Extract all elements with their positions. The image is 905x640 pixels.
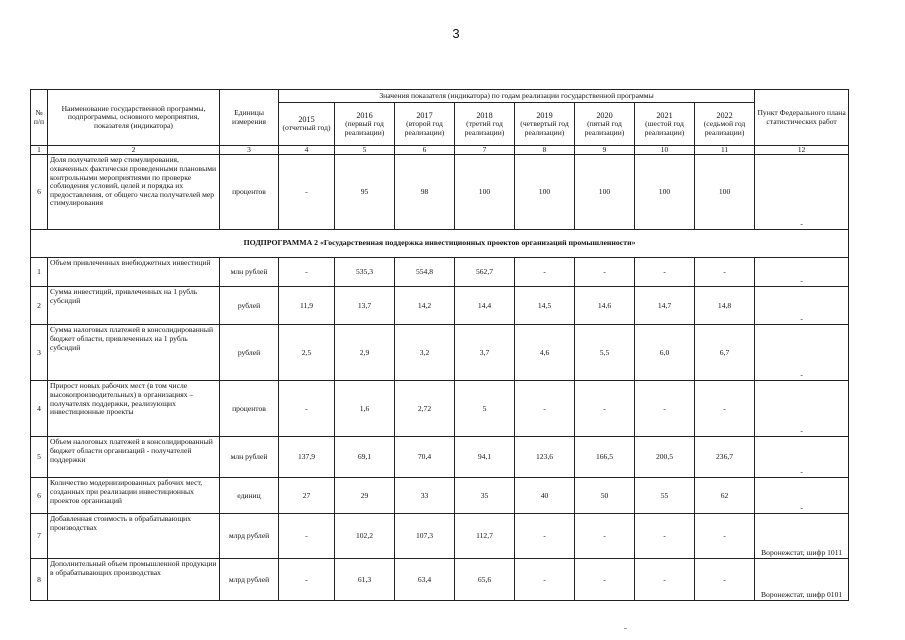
unit-cell: млрд рублей [220, 514, 279, 559]
value-cell: 14,4 [455, 287, 515, 325]
unit-cell: процентов [220, 155, 279, 230]
unit-cell: млрд рублей [220, 559, 279, 601]
indicator-name: Доля получателей мер стимулирования, охваченных фактически проведенными плановыми контрольными мероприятиями по проверке соблюдения условий, целей и порядка их предоставления, от общего числа получателей мер стимулирования [48, 155, 220, 230]
unit-cell: млн рублей [220, 258, 279, 287]
value-cell: 554,8 [395, 258, 455, 287]
value-cell: 50 [575, 478, 635, 514]
column-index: 12 [755, 146, 849, 155]
unit-cell: процентов [220, 381, 279, 437]
value-cell: - [635, 559, 695, 601]
value-cell: - [635, 514, 695, 559]
value-cell: 14,2 [395, 287, 455, 325]
row-number: 3 [31, 325, 48, 381]
value-cell: - [635, 381, 695, 437]
value-cell: 11,9 [279, 287, 335, 325]
value-cell: 14,6 [575, 287, 635, 325]
value-cell: 1,6 [335, 381, 395, 437]
header-year [335, 103, 395, 146]
value-cell: 14,8 [695, 287, 755, 325]
column-index: 10 [635, 146, 695, 155]
header-unit: Единицы измерения [220, 90, 279, 146]
value-cell: 27 [279, 478, 335, 514]
table-row [31, 381, 849, 437]
value-cell: - [575, 559, 635, 601]
table-row [31, 478, 849, 514]
value-cell: 100 [515, 155, 575, 230]
value-cell: 2,5 [279, 325, 335, 381]
indicator-name: Сумма налоговых платежей в консолидированный бюджет области, привлеченных на 1 рубль субсидий [48, 325, 220, 381]
value-cell: 137,9 [279, 437, 335, 478]
indicator-name: Прирост новых рабочих мест (в том числе высокопроизводительных) в организациях – получателях поддержки, реализующих инвестиционные проекты [48, 381, 220, 437]
value-cell: 5 [455, 381, 515, 437]
indicator-name: Дополнительный объем промышленной продукции в обрабатывающих производствах [48, 559, 220, 601]
header-year-label: (четвертый год реализации) [520, 119, 569, 137]
ref-cell: - [755, 155, 849, 230]
ref-cell: - [755, 478, 849, 514]
ref-cell: Воронежстат, шифр 1011 [755, 514, 849, 559]
indicator-name: Сумма инвестиций, привлеченных на 1 рубль субсидий [48, 287, 220, 325]
value-cell: - [279, 381, 335, 437]
value-cell: 29 [335, 478, 395, 514]
value-cell: 62 [695, 478, 755, 514]
value-cell: 40 [515, 478, 575, 514]
header-year-label: (шестой год реализации) [644, 119, 685, 137]
column-index: 5 [335, 146, 395, 155]
ref-cell: - [755, 258, 849, 287]
value-cell: - [515, 514, 575, 559]
unit-cell: рублей [220, 287, 279, 325]
value-cell: - [575, 258, 635, 287]
value-cell: - [515, 559, 575, 601]
header-year [575, 103, 635, 146]
row-number: 2 [31, 287, 48, 325]
row-number: 7 [31, 514, 48, 559]
table-row [31, 325, 849, 381]
unit-cell: рублей [220, 325, 279, 381]
page-number: 3 [452, 26, 460, 41]
column-index: 7 [455, 146, 515, 155]
header-year [279, 103, 335, 146]
header-year-label: (второй год реализации) [404, 119, 445, 137]
value-cell: 2,9 [335, 325, 395, 381]
row-number: 4 [31, 381, 48, 437]
value-cell: 63,4 [395, 559, 455, 601]
table-row [31, 258, 849, 287]
value-cell: 6,0 [635, 325, 695, 381]
header-year-number: 2020 [596, 110, 613, 120]
column-index: 1 [31, 146, 48, 155]
value-cell: 166,5 [575, 437, 635, 478]
value-cell: 14,7 [635, 287, 695, 325]
header-year-number: 2019 [536, 110, 553, 120]
value-cell: 14,5 [515, 287, 575, 325]
header-year-label: (первый год реализации) [344, 119, 385, 137]
value-cell: - [695, 381, 755, 437]
value-cell: 65,6 [455, 559, 515, 601]
value-cell: 100 [695, 155, 755, 230]
value-cell: - [515, 381, 575, 437]
ref-cell: - [755, 437, 849, 478]
header-year [395, 103, 455, 146]
value-cell: - [279, 155, 335, 230]
header-year [635, 103, 695, 146]
table-row [31, 514, 849, 559]
value-cell: 112,7 [455, 514, 515, 559]
value-cell: 100 [575, 155, 635, 230]
section-title: ПОДПРОГРАММА 2 «Государственная поддержка инвестиционных проектов организаций промышленности» [31, 230, 849, 258]
header-values-group: Значения показателя (индикатора) по годам реализации государственной программы [279, 90, 755, 103]
scan-mark [624, 628, 627, 629]
value-cell: 100 [635, 155, 695, 230]
table-header [31, 90, 849, 155]
header-year-label: (пятый год реализации) [584, 119, 625, 137]
value-cell: 236,7 [695, 437, 755, 478]
value-cell: 69,1 [335, 437, 395, 478]
column-index: 8 [515, 146, 575, 155]
value-cell: 98 [395, 155, 455, 230]
header-year-label: (седьмой год реализации) [703, 119, 746, 137]
value-cell: 95 [335, 155, 395, 230]
value-cell: 3,2 [395, 325, 455, 381]
value-cell: 94,1 [455, 437, 515, 478]
section-row [31, 230, 849, 258]
value-cell: 562,7 [455, 258, 515, 287]
header-ref: Пункт Федерального плана статистических работ [755, 90, 849, 146]
row-number: 5 [31, 437, 48, 478]
value-cell: 70,4 [395, 437, 455, 478]
ref-cell: Воронежстат, шифр 0101 [755, 559, 849, 601]
header-year-number: 2015 [298, 115, 315, 125]
value-cell: - [695, 559, 755, 601]
value-cell: 535,3 [335, 258, 395, 287]
value-cell: - [695, 258, 755, 287]
table-row [31, 437, 849, 478]
header-year-number: 2016 [356, 110, 373, 120]
value-cell: 55 [635, 478, 695, 514]
value-cell: 123,6 [515, 437, 575, 478]
value-cell: 4,6 [515, 325, 575, 381]
value-cell: 35 [455, 478, 515, 514]
header-year [515, 103, 575, 146]
row-number: 6 [31, 478, 48, 514]
header-num: № п/п [31, 90, 48, 146]
value-cell: 6,7 [695, 325, 755, 381]
value-cell: - [635, 258, 695, 287]
column-index: 3 [220, 146, 279, 155]
value-cell: 5,5 [575, 325, 635, 381]
indicators-table [30, 89, 849, 601]
value-cell: 102,2 [335, 514, 395, 559]
header-year-label: (третий год реализации) [464, 119, 505, 137]
value-cell: 3,7 [455, 325, 515, 381]
value-cell: 100 [455, 155, 515, 230]
ref-cell: - [755, 381, 849, 437]
value-cell: 2,72 [395, 381, 455, 437]
indicator-name: Количество модернизированных рабочих мест, созданных при реализации инвестиционных проектов организаций [48, 478, 220, 514]
table-row [31, 559, 849, 601]
ref-cell: - [755, 325, 849, 381]
table-body [31, 155, 849, 601]
header-name: Наименование государственной программы, подпрограммы, основного мероприятия, показателя (индикатора) [48, 90, 220, 146]
value-cell: - [279, 514, 335, 559]
value-cell: - [279, 559, 335, 601]
header-year-number: 2021 [656, 110, 673, 120]
header-year [455, 103, 515, 146]
header-year-number: 2018 [476, 110, 493, 120]
header-year-number: 2017 [416, 110, 433, 120]
table-row [31, 155, 849, 230]
row-number: 1 [31, 258, 48, 287]
value-cell: 107,3 [395, 514, 455, 559]
row-number: 8 [31, 559, 48, 601]
header-year-label: (отчетный год) [282, 123, 331, 133]
value-cell: 61,3 [335, 559, 395, 601]
indicator-name: Объем налоговых платежей в консолидированный бюджет области организаций - получателей поддержки [48, 437, 220, 478]
column-index: 2 [48, 146, 220, 155]
indicator-name: Добавленная стоимость в обрабатывающих производствах [48, 514, 220, 559]
row-number: 6 [31, 155, 48, 230]
value-cell: - [575, 514, 635, 559]
column-index: 11 [695, 146, 755, 155]
value-cell: - [575, 381, 635, 437]
column-index: 6 [395, 146, 455, 155]
header-year-number: 2022 [716, 110, 733, 120]
value-cell: - [279, 258, 335, 287]
unit-cell: единиц [220, 478, 279, 514]
column-index: 9 [575, 146, 635, 155]
ref-cell: - [755, 287, 849, 325]
indicator-name: Объем привлеченных внебюджетных инвестиций [48, 258, 220, 287]
value-cell: - [515, 258, 575, 287]
value-cell: 200,5 [635, 437, 695, 478]
value-cell: 33 [395, 478, 455, 514]
header-year [695, 103, 755, 146]
column-index: 4 [279, 146, 335, 155]
unit-cell: млн рублей [220, 437, 279, 478]
value-cell: - [695, 514, 755, 559]
value-cell: 13,7 [335, 287, 395, 325]
table-row [31, 287, 849, 325]
